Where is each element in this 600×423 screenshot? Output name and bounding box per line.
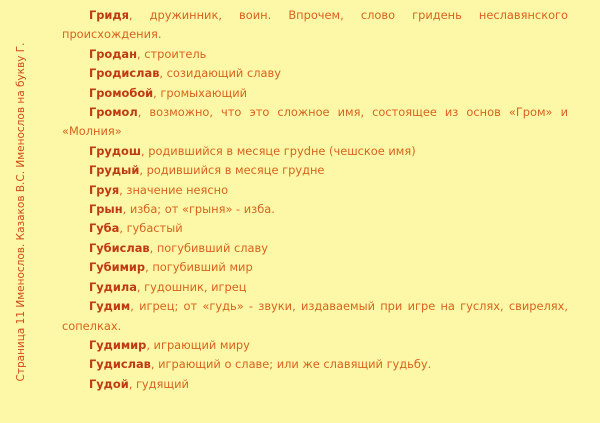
name-entry [62,297,568,336]
entry-meaning: , созидающий славу [159,66,281,81]
entry-name: Громобой [89,85,154,100]
entry-name: Грудый [89,163,140,178]
entry-meaning: , губастый [119,221,183,236]
entry-name: Гридя [89,8,129,22]
entry-meaning: , играющий о славе; или же славящий гудьбу. [150,357,432,372]
entry-name: Громол [89,105,138,120]
name-entry [62,200,568,219]
entry-name: Гудим [89,299,131,314]
name-entry [62,181,568,200]
entry-meaning: , строитель [137,46,207,61]
entry-name: Грын [89,202,123,217]
name-entry [62,84,568,103]
name-entry [62,258,568,277]
entry-name: Гродислав [89,66,160,81]
entry-meaning: , значение неясно [119,182,229,197]
entry-meaning: , возможно, что это сложное имя, состоящее из основ «Гром» и «Молния» [62,105,568,139]
entry-name: Губа [89,221,120,236]
entry-meaning: , родившийся в месяце грудне [139,163,325,178]
name-entry [62,336,568,355]
name-entry [62,278,568,297]
entry-meaning: , гудящий [128,376,189,391]
entry-meaning: , играющий миру [146,337,250,352]
name-entry [62,355,568,374]
name-entry [62,45,568,64]
name-entry [62,239,568,258]
entry-name: Грудош [89,143,141,158]
entry-meaning: , изба; от «грыня» - изба. [122,202,275,217]
name-entry [62,142,568,161]
name-list [62,6,568,394]
name-entry [62,64,568,83]
name-entry [62,103,568,142]
entry-name: Губислав [89,240,150,255]
entry-name: Груя [89,182,120,197]
entry-name: Гудимир [89,337,147,352]
entry-meaning: , погубивший славу [149,240,268,255]
name-entry [62,161,568,180]
entry-name: Гудислав [89,357,151,372]
entry-name: Гудой [89,376,129,391]
entry-name: Гродан [89,46,137,61]
entry-meaning: , игрец; от «гудь» - звуки, издаваемый при игре на гуслях, свирелях, сопелках. [62,299,568,333]
entry-meaning: , громыхающий [153,85,247,100]
name-entry [62,375,568,394]
entry-name: Гудила [89,279,137,294]
entry-meaning: , погубивший мир [145,260,253,275]
page-sidebar-caption: Страница 11 Именослов. Казаков В.С. Именослов на букву Г. [15,42,27,382]
name-entry [62,6,568,45]
entry-meaning: , дружинник, воин. Впрочем, слово гридень неславянского происхождения. [62,8,568,42]
entry-meaning: , родившийся в месяце груdне (чешское имя) [140,143,416,158]
entry-name: Губимир [89,260,146,275]
entry-meaning: , гудошник, игрец [136,279,247,294]
name-entry [62,219,568,238]
